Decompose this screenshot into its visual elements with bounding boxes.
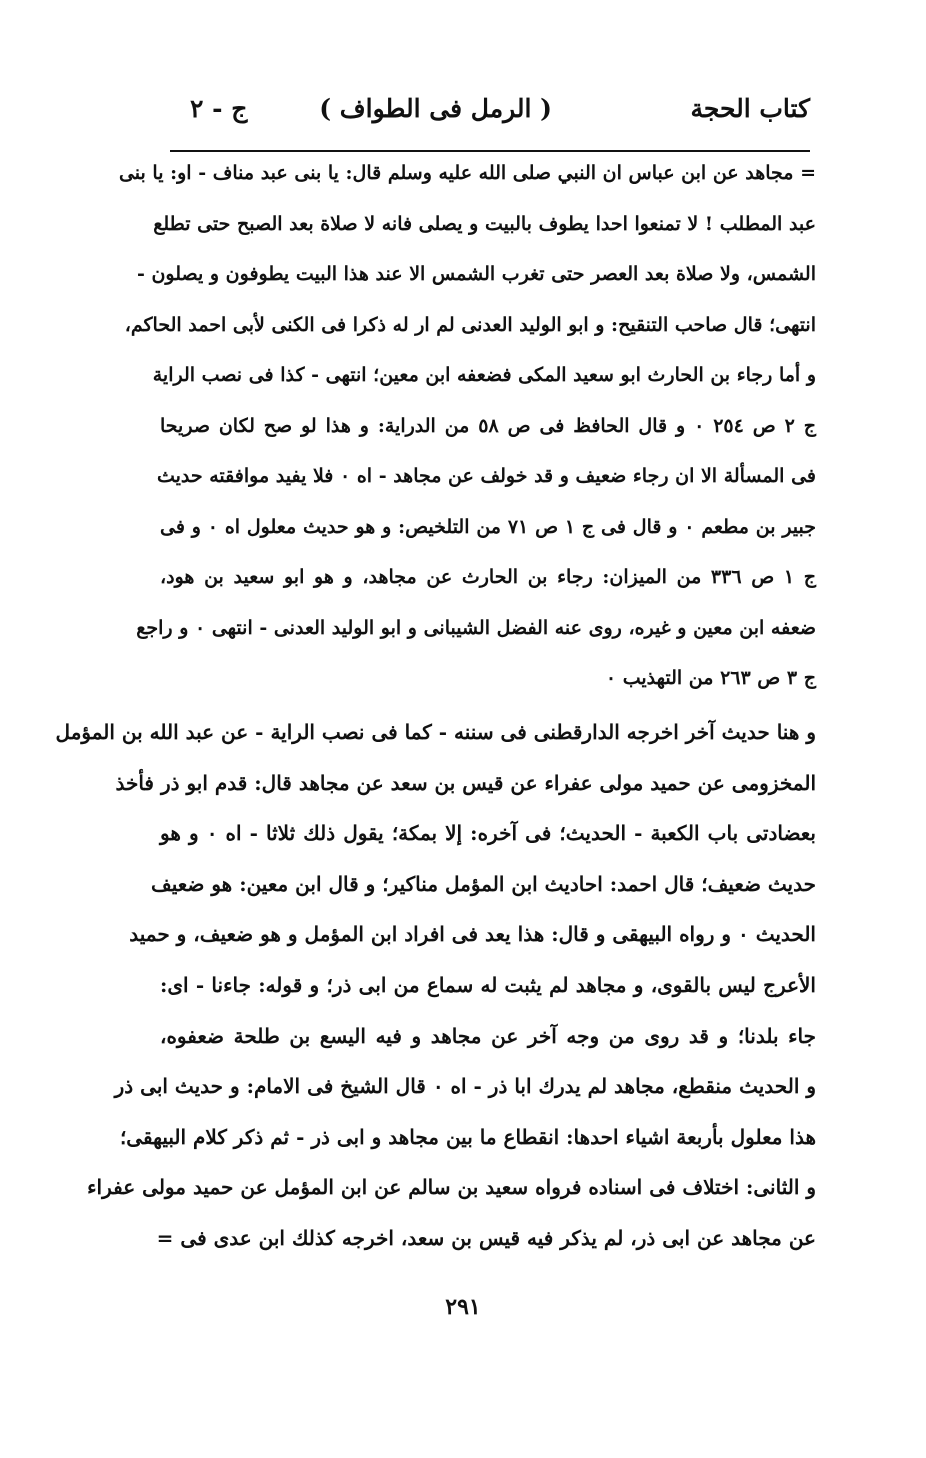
footnote-block	[118, 162, 817, 722]
text-line: الأعرج ليس بالقوى، و مجاهد لم يثبت له سماع من ابى ذر؛ و قوله: جاءنا - اى:	[160, 973, 816, 997]
text-line: الشمس، ولا صلاة بعد العصر حتى تغرب الشمس الا عند هذا البيت يطوفون و يصلون -	[136, 263, 816, 285]
text-line: الحديث ٠ و رواه البيهقى و قال: هذا يعد فى افراد ابن المؤمل و هو ضعيف، و حميد	[129, 922, 816, 947]
text-line: ضعفه ابن معين و غيره، روى عنه الفضل الشيبانى و ابو الوليد العدنى - انتهى ٠ و راجع	[136, 616, 816, 639]
chapter-title: ( الرمل فى الطواف )	[319, 94, 552, 123]
text-line: = مجاهد عن ابن عباس ان النبي صلى الله عليه وسلم قال: يا بنى عبد مناف - او: يا بنى	[118, 162, 816, 184]
text-line: عبد المطلب ! لا تمنعوا احدا يطوف بالبيت و يصلى فانه لا صلاة بعد الصبح حتى تطلع	[153, 212, 816, 235]
text-line: انتهى؛ قال صاحب التنقيح: و ابو الوليد العدنى لم ار له ذكرا فى الكنى لأبى احمد الحاكم،	[124, 313, 816, 336]
book-title: كتاب الحجة	[690, 94, 810, 123]
text-line: عن مجاهد عن ابى ذر، لم يذكر فيه قيس بن سعد، اخرجه كذلك ابن عدى فى =	[156, 1226, 816, 1250]
text-line: بعضادتى باب الكعبة - الحديث؛ فى آخره: إلا بمكة؛ يقول ذلك ثلاثا - اه ٠ و هو	[160, 821, 817, 846]
text-line: حديث ضعيف؛ قال احمد: احاديث ابن المؤمل مناكير؛ و قال ابن معين: هو ضعيف	[151, 871, 816, 896]
text-line: هذا معلول بأربعة اشياء احدها: انقطاع ما بين مجاهد و ابى ذر - ثم ذكر كلام البيهقى؛	[119, 1124, 816, 1149]
text-line: و الحديث منقطع، مجاهد لم يدرك ابا ذر - اه ٠ قال الشيخ فى الامام: و حديث ابى ذر	[114, 1074, 816, 1099]
volume-label: ج - ٢	[190, 94, 248, 123]
text-line: ج ٣ ص ٢٦٣ من التهذيب ٠	[605, 667, 816, 689]
text-line: ج ١ ص ٣٣٦ من الميزان: رجاء بن الحارث عن مجاهد، و هو ابو سعيد بن هود،	[160, 566, 817, 588]
text-line: جبير بن مطعم ٠ و قال فى ج ١ ص ٧١ من التلخيص: و هو حديث معلول اه ٠ و فى	[160, 515, 817, 538]
header-rule	[170, 150, 810, 152]
text-line: جاء بلدنا؛ و قد روى من وجه آخر عن مجاهد و فيه اليسع بن طلحة ضعفوه،	[160, 1023, 816, 1048]
page-header	[168, 94, 810, 140]
text-line: فى المسألة الا ان رجاء ضعيف و قد خولف عن مجاهد - اه ٠ فلا يفيد موافقته حديث	[156, 465, 816, 487]
text-line: و الثانى: اختلاف فى اسناده فرواه سعيد بن سالم عن ابن المؤمل عن حميد مولى عفراء	[87, 1175, 816, 1200]
page-number: ٢٩١	[445, 1294, 481, 1320]
text-line: ج ٢ ص ٢٥٤ ٠ و قال الحافظ فى ص ٥٨ من الدراية: و هذا لو صح لكان صريحا	[160, 414, 816, 437]
body-text-block	[55, 720, 817, 1280]
text-line: المخزومى عن حميد مولى عفراء عن قيس بن سعد عن مجاهد قال: قدم ابو ذر فأخذ	[115, 770, 816, 795]
text-line: و هنا حديث آخر اخرجه الدارقطنى فى سننه - كما فى نصب الراية - عن عبد الله بن المؤمل	[55, 720, 816, 744]
text-line: و أما رجاء بن الحارث ابو سعيد المكى فضعفه ابن معين؛ انتهى - كذا فى نصب الراية	[152, 364, 816, 386]
